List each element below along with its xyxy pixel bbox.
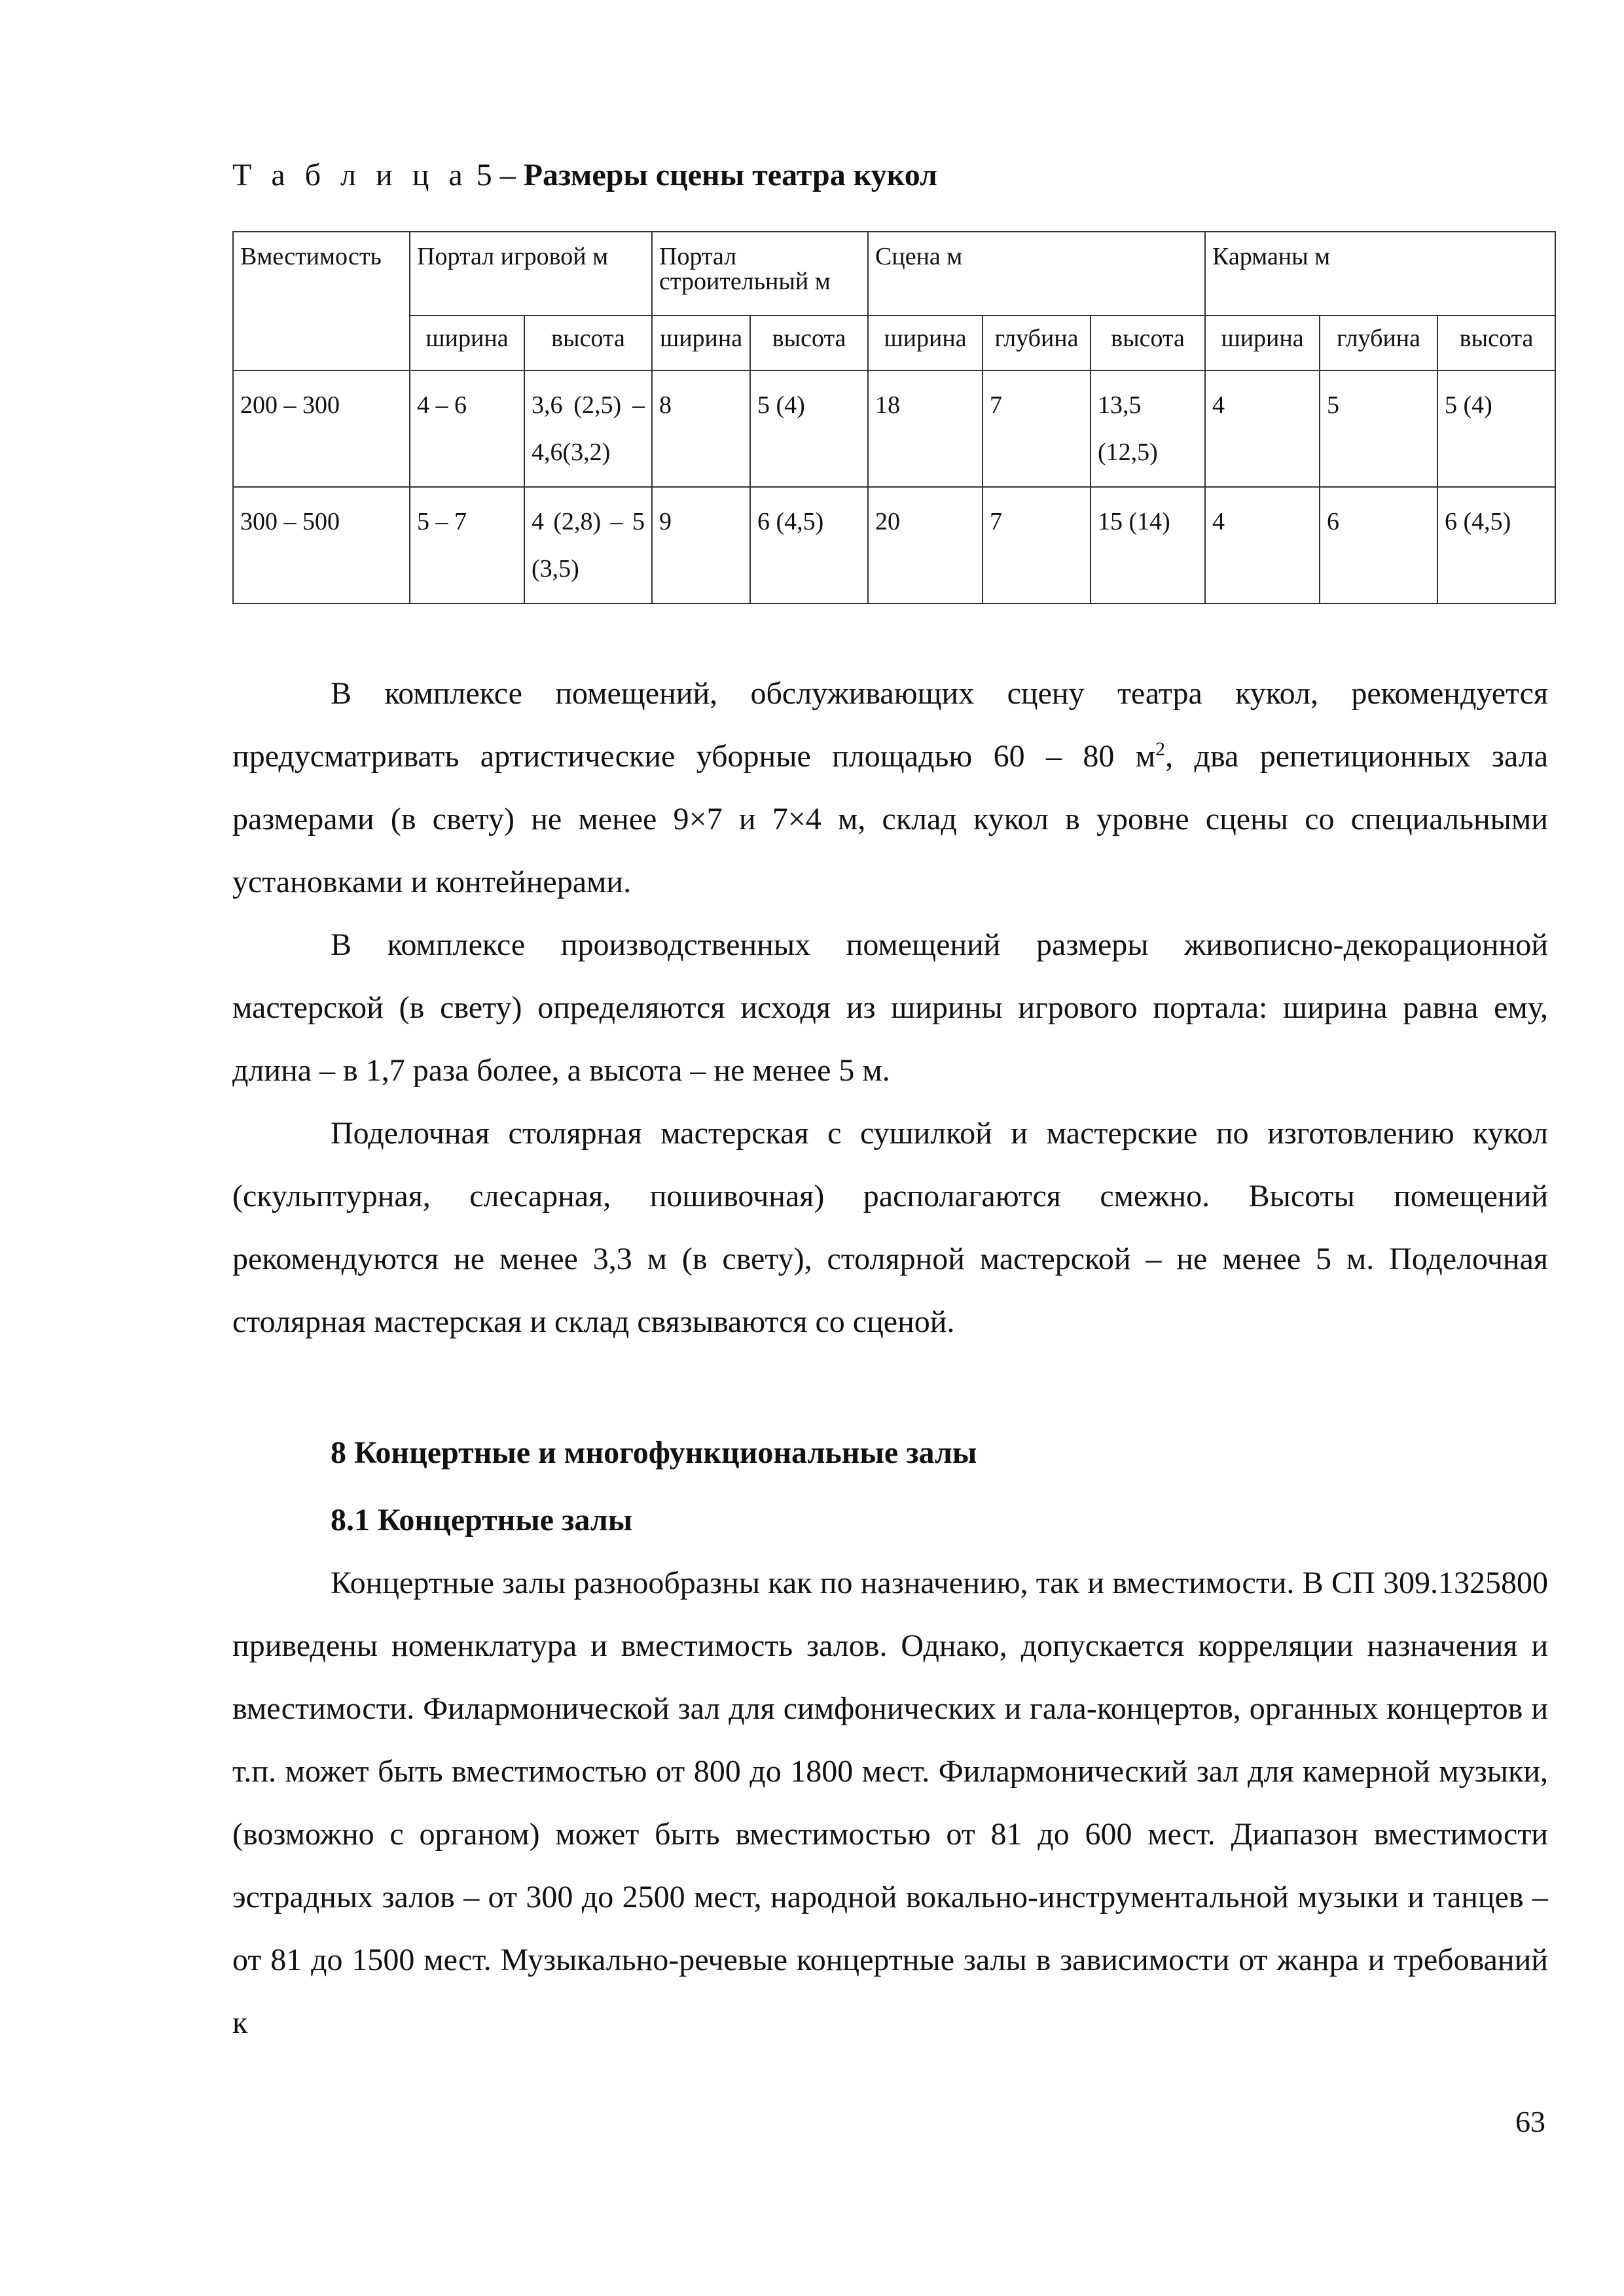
subheader-pp-width: ширина: [410, 315, 524, 370]
paragraph-carpentry: Поделочная столярная мастерская с сушилкой и мастерские по изготовлению кукол (скульптурная, слесарная, пошивочная) располагаются смежно. Высоты помещений рекомендуются не менее 3,3 м (в свету), столярной мастерской – не менее 5 м. Поделочная столярная мастерская и склад связываются со сценой.: [232, 1116, 1548, 1339]
header-portal-build: Портал строительный м: [652, 232, 868, 315]
cell-pp-width: 4 – 6: [410, 370, 524, 487]
subheader-pb-width: ширина: [652, 315, 750, 370]
cell-pb-width: 9: [652, 487, 750, 603]
body-text-upper: [232, 662, 1548, 1354]
subheader-pp-height: высота: [524, 315, 652, 370]
cell-st-height: 13,5 (12,5): [1091, 370, 1205, 487]
paragraph-text: В комплексе помещений, обслуживающих сцену театра кукол, рекомендуется предусматривать артистические уборные площадью 60 – 80 м: [232, 676, 1548, 774]
cell-pp-height: 4 (2,8) – 5 (3,5): [524, 487, 652, 603]
caption-number: 5 –: [476, 158, 516, 192]
table-row: [233, 487, 1555, 603]
cell-pp-height: 3,6 (2,5) –4,6(3,2): [524, 370, 652, 487]
superscript: 2: [1155, 738, 1166, 760]
caption-label: Т а б л и ц а: [232, 158, 469, 192]
header-stage: Сцена м: [868, 232, 1205, 315]
cell-st-width: 20: [868, 487, 983, 603]
cell-pb-height: 6 (4,5): [750, 487, 868, 603]
cell-pk-width: 4: [1205, 487, 1320, 603]
subsection-heading: 8.1 Концертные залы: [331, 1503, 633, 1537]
cell-st-depth: 7: [983, 487, 1091, 603]
caption-title: Размеры сцены театра кукол: [523, 158, 937, 192]
subheader-st-depth: глубина: [983, 315, 1091, 370]
cell-pb-width: 8: [652, 370, 750, 487]
subheader-st-height: высота: [1091, 315, 1205, 370]
table-caption: [232, 156, 937, 195]
subheader-pk-depth: глубина: [1320, 315, 1437, 370]
paragraph-concert-halls: Концертные залы разнообразны как по назначению, так и вместимости. В СП 309.1325800 приведены номенклатура и вместимость залов. Однако, допускается корреляции назначения и вместимости. Филармонической зал для симфонических и гала-концертов, органных концертов и т.п. может быть вместимостью от 800 до 1800 мест. Филармонический зал для камерной музыки, (возможно с органом) может быть вместимостью от 81 до 600 мест. Диапазон вместимости эстрадных залов – от 300 до 2500 мест, народной вокально-инструментальной музыки и танцев – от 81 до 1500 мест. Музыкально-речевые концертные залы в зависимости от жанра и требований к: [232, 1566, 1548, 2040]
cell-st-height: 15 (14): [1091, 487, 1205, 603]
cell-capacity: 300 – 500: [233, 487, 410, 603]
page-number: 63: [1515, 2105, 1545, 2138]
table-header-row: [233, 232, 1555, 315]
paragraph-dressing-rooms: [232, 662, 1548, 914]
body-text-lower: [232, 1489, 1548, 2054]
cell-pk-height: 6 (4,5): [1437, 487, 1555, 603]
cell-pk-depth: 5: [1320, 370, 1437, 487]
cell-pk-height: 5 (4): [1437, 370, 1555, 487]
subheader-pk-height: высота: [1437, 315, 1555, 370]
subheader-pb-height: высота: [750, 315, 868, 370]
section-heading: 8 Концертные и многофункциональные залы: [331, 1435, 977, 1470]
paragraph-text: , два репетиционных зала размерами (в свету) не менее 9×7 и 7×4 м, склад кукол в уровне сцены со специальными установками и контейнерами.: [232, 739, 1548, 899]
subheader-st-width: ширина: [868, 315, 983, 370]
header-pockets: Карманы м: [1205, 232, 1555, 315]
table-row: [233, 370, 1555, 487]
cell-pb-height: 5 (4): [750, 370, 868, 487]
paragraph-workshops: В комплексе производственных помещений размеры живописно-декорационной мастерской (в свету) определяются исходя из ширины игрового портала: ширина равна ему, длина – в 1,7 раза более, а высота – не менее 5 м.: [232, 927, 1548, 1088]
section-heading-block: [232, 1417, 1548, 1489]
stage-size-table: [232, 231, 1556, 604]
header-portal-play: Портал игровой м: [410, 232, 652, 315]
cell-pk-width: 4: [1205, 370, 1320, 487]
subheader-pk-width: ширина: [1205, 315, 1320, 370]
cell-pp-width: 5 – 7: [410, 487, 524, 603]
cell-st-width: 18: [868, 370, 983, 487]
header-capacity: Вместимость: [233, 232, 410, 370]
table-subheader-row: [233, 315, 1555, 370]
cell-pk-depth: 6: [1320, 487, 1437, 603]
cell-st-depth: 7: [983, 370, 1091, 487]
cell-capacity: 200 – 300: [233, 370, 410, 487]
